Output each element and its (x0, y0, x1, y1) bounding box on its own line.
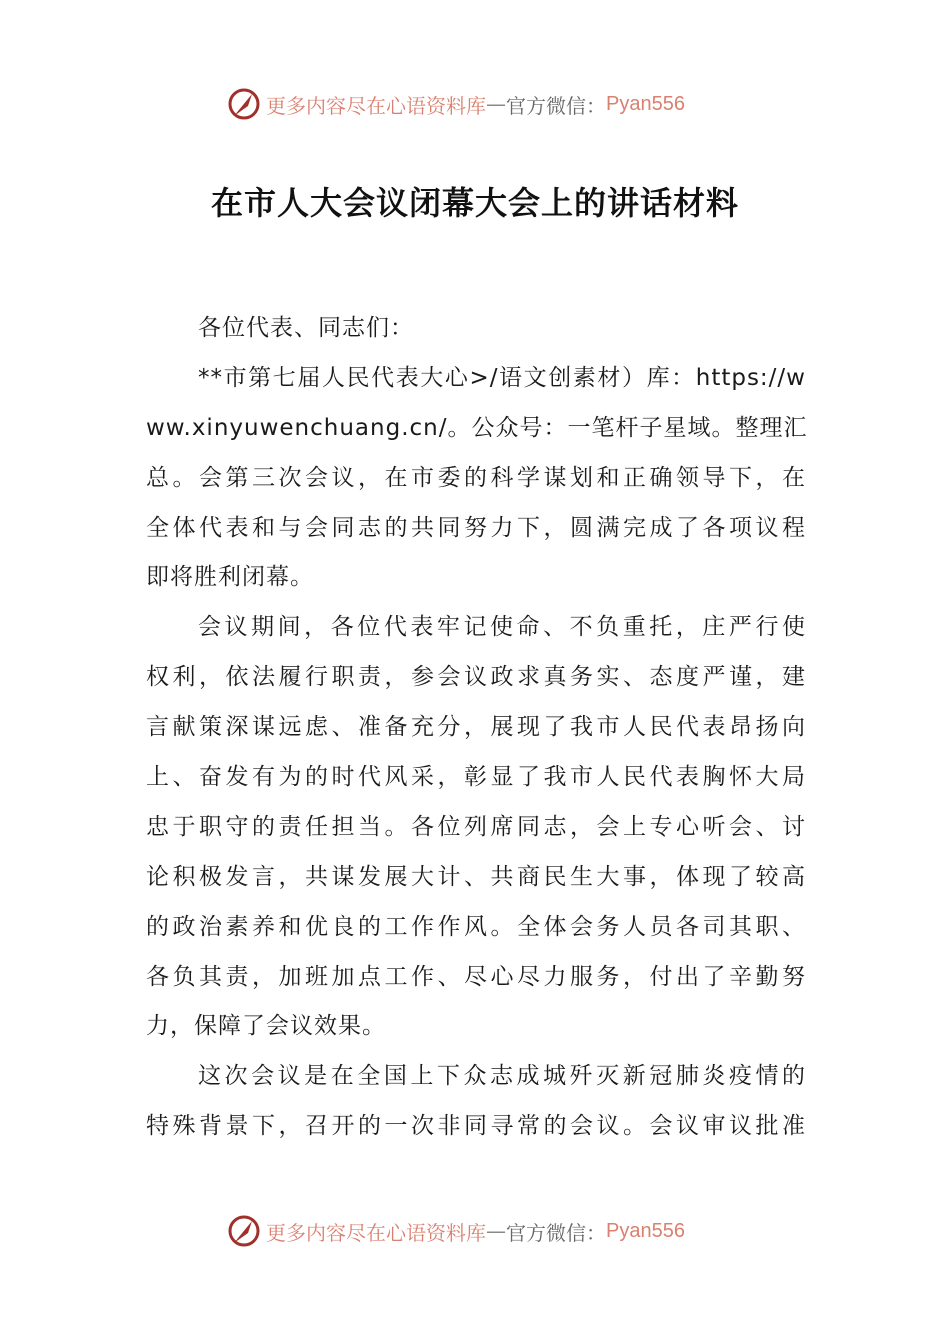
banner-wechat-label: 官方微信： (506, 93, 606, 118)
text-line: 各位代表、同志们： (198, 315, 414, 341)
quill-logo-icon (226, 1213, 262, 1249)
document-title: 在市人大会议闭幕大会上的讲话材料 (210, 184, 739, 222)
banner-wechat-id: Pyan556 (606, 92, 685, 115)
text-line: 力，保障了会议效果。 (146, 1013, 386, 1040)
text-line: ww.xinyuwenchuang.cn/。公众号：一笔杆子星域。整理汇 (146, 414, 808, 441)
text-line: 忠于职守的责任担当。各位列席同志，会上专心听会、讨 (146, 813, 806, 840)
header-banner (226, 84, 726, 124)
text-line: 这次会议是在全国上下众志成城歼灭新冠肺炎疫情的 (198, 1063, 806, 1090)
banner-site: 更多内容尽在心语资料库 (266, 93, 486, 118)
text-line: 权利，依法履行职责，参会议政求真务实、态度严谨，建 (146, 664, 806, 691)
text-line: 论积极发言，共谋发展大计、共商民生大事，体现了较高 (146, 863, 806, 890)
text-line: **市第七届人民代表大心>/语文创素材）库：https://w (198, 364, 806, 391)
text-line: 会议期间，各位代表牢记使命、不负重托，庄严行使 (198, 614, 806, 641)
banner-wechat-label: 官方微信： (506, 1220, 606, 1245)
quill-logo-icon (226, 86, 262, 122)
banner-site: 更多内容尽在心语资料库 (266, 1220, 486, 1245)
text-line: 特殊背景下，召开的一次非同寻常的会议。会议审议批准 (146, 1113, 806, 1140)
text-line: 言献策深谋远虑、准备充分，展现了我市人民代表昂扬向 (146, 714, 806, 741)
footer-banner (226, 1211, 726, 1251)
text-line: 各负其责，加班加点工作、尽心尽力服务，付出了辛勤努 (146, 963, 806, 990)
text-line: 的政治素养和优良的工作作风。全体会务人员各司其职、 (146, 913, 806, 940)
document-body (146, 304, 806, 1152)
text-line: 即将胜利闭幕。 (146, 564, 314, 591)
banner-dash: — (486, 92, 506, 116)
banner-wechat-id: Pyan556 (606, 1219, 685, 1242)
text-line: 全体代表和与会同志的共同努力下，圆满完成了各项议程 (146, 514, 806, 541)
banner-dash: — (486, 1219, 506, 1243)
text-line: 上、奋发有为的时代风采，彰显了我市人民代表胸怀大局 (146, 764, 806, 791)
text-line: 总。会第三次会议，在市委的科学谋划和正确领导下，在 (146, 464, 806, 491)
